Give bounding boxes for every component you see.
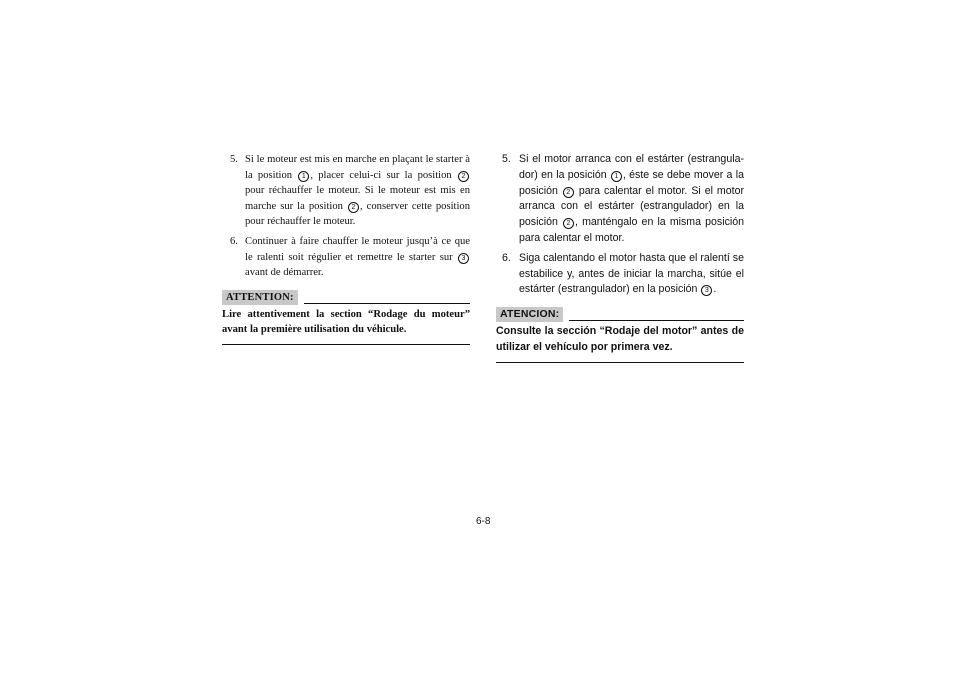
text-segment: pour réchauffer le moteur. Si le moteur est mis en marche sur la position [245,185,470,212]
notice-text: Lire attentivement la section “Rodage du moteur” avant la première utilisation du véhicule. [222,307,470,345]
page-number: 6-8 [476,516,491,527]
item-number: 5. [230,154,238,165]
circled-number-2: 2 [563,187,574,198]
item-text [519,252,744,296]
circled-number-3: 3 [458,253,469,264]
text-segment: para calentar el motor. Si el motor arranca con el estárter (estrangulador) en la posición [519,184,745,229]
text-segment: Si el motor arranca con el estárter (estrangula-dor) en la posición [519,153,744,181]
item-number: 6. [230,235,238,247]
circled-number-2: 2 [458,171,469,182]
text-segment: , éste se debe mover a la posición [519,168,744,197]
item-number: 5. [502,153,511,165]
notice-rule [569,320,744,321]
text-segment: Siga calentando el motor hasta que el ralentí se estabilice y, antes de iniciar la marcha, sitúe el estárter (estrangulador) en la posición [519,251,744,296]
circled-number-3: 3 [701,285,712,296]
french-column [222,152,470,345]
notice-text: Consulte la sección “Rodaje del motor” antes de utilizar el vehículo por primera vez. [496,324,744,363]
list-item [222,152,470,230]
notice-header [496,306,744,322]
text-segment: , conserver cette position pour réchauffer le moteur. [245,200,470,228]
circled-number-1: 1 [611,171,622,182]
list-item [496,152,744,247]
notice-header [222,289,470,305]
notice-label: ATENCION: [496,307,563,322]
circled-number-2: 2 [348,202,359,213]
list-item [222,234,470,281]
circled-number-1: 1 [298,171,309,182]
circled-number-2: 2 [563,218,574,229]
notice-label: ATTENTION: [222,290,298,305]
atencion-notice [496,306,744,363]
text-segment: Continuer à faire chauffer le moteur jusqu’à ce que le ralenti soit régulier et remettre le starter sur [245,235,470,263]
spanish-column [496,152,744,363]
attention-notice [222,289,470,345]
text-segment: , manténgalo en la misma posición para calentar el motor. [519,216,744,244]
text-segment: . [713,283,717,296]
item-text [245,154,470,227]
notice-rule [304,303,470,304]
item-text [245,236,470,278]
text-segment: Si le moteur est mis en marche en plaçant le starter à la position [245,154,470,181]
text-segment: avant de démarrer. [245,267,324,279]
text-segment: , placer celui-ci sur la position [310,169,457,181]
item-text [519,153,744,244]
item-number: 6. [502,251,511,264]
list-item [496,251,744,298]
